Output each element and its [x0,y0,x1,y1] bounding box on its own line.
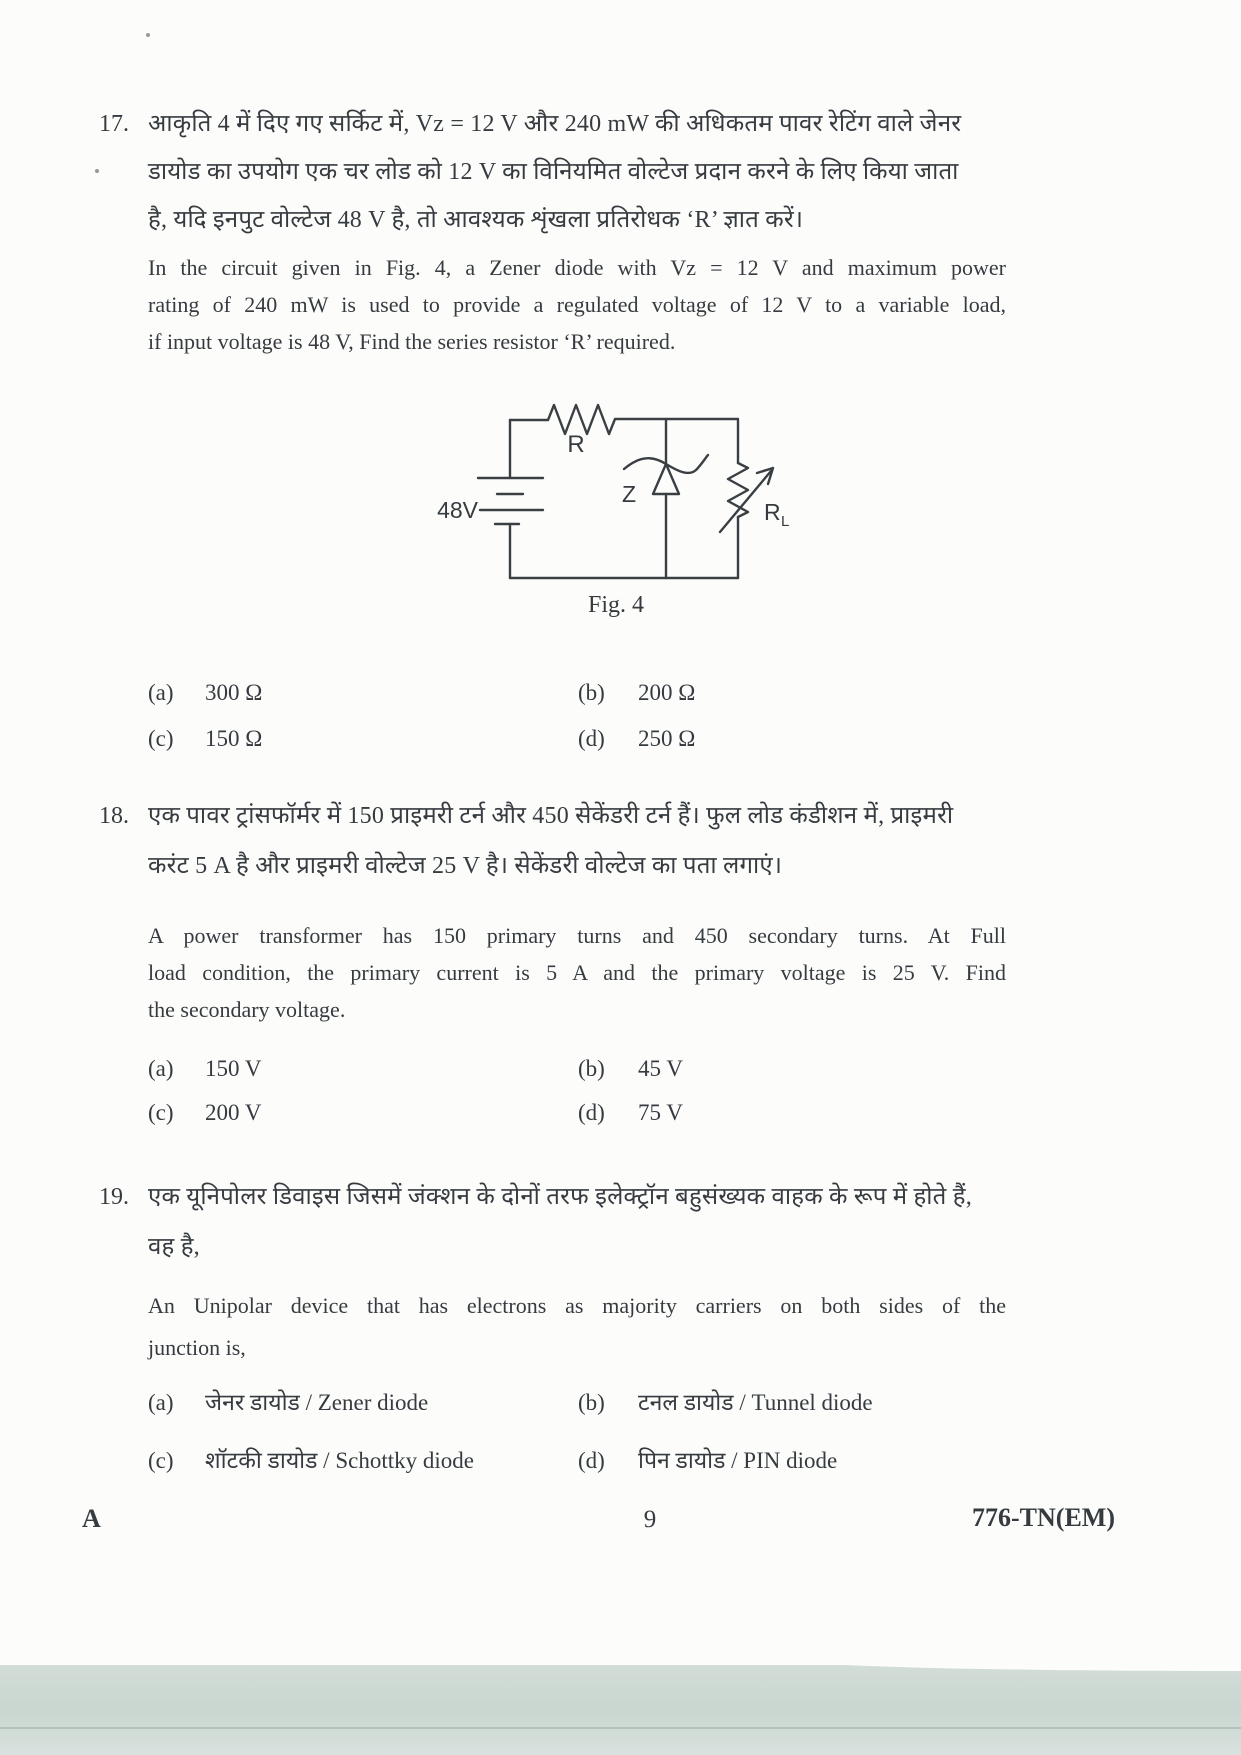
question-19-english-line-2: junction is, [148,1335,246,1360]
q18-option-c-value: 200 V [205,1100,262,1125]
q19-option-a-label: (a) [148,1390,174,1415]
question-18-english-line-1: A power transformer has 150 primary turns and 450 secondary turns. At Full [148,923,1006,948]
series-resistor-label: R [567,431,585,458]
q17-option-b-value: 200 Ω [638,680,696,705]
q17-option-a-label: (a) [148,680,174,705]
q19-option-a-value: जेनर डायोड / Zener diode [205,1390,429,1415]
footer-page-number: 9 [643,1506,657,1533]
q19-option-d-value: पिन डायोड / PIN diode [638,1448,838,1473]
zener-regulator-circuit-figure [400,358,800,608]
figure-caption: Fig. 4 [587,592,644,618]
question-18-hindi-line-2: करंट 5 A है और प्राइमरी वोल्टेज 25 V है। सेकेंडरी वोल्टेज का पता लगाएं। [148,853,783,879]
load-resistor-label-subscript: L [781,513,790,530]
q19-option-b-value: टनल डायोड / Tunnel diode [638,1390,873,1415]
question-18-english-line-2: load condition, the primary current is 5 A and the primary voltage is 25 V. Find [148,960,1006,985]
q17-option-b-label: (b) [578,680,605,705]
scan-speck [95,169,99,173]
series-resistor-symbol [510,405,738,434]
question-17-english-line-3: if input voltage is 48 V, Find the series resistor ‘R’ required. [148,329,676,354]
scan-speck [146,33,150,37]
q18-option-a-value: 150 V [205,1056,262,1081]
q19-option-b-label: (b) [578,1390,605,1415]
scan-edge-band [0,1665,1241,1755]
battery-voltage-label: 48V [437,497,478,523]
question-19-english-line-1: An Unipolar device that has electrons as majority carriers on both sides of the [148,1293,1006,1318]
q18-option-a-label: (a) [148,1056,174,1081]
footer-set-code: A [82,1504,101,1533]
question-19-hindi-line-2: वह है, [148,1234,200,1260]
q19-option-d-label: (d) [578,1448,605,1473]
q19-option-c-value: शॉटकी डायोड / Schottky diode [205,1448,474,1473]
page-curl-highlight [811,1661,1241,1671]
footer-booklet-code: 776-TN(EM) [972,1503,1115,1532]
question-17-hindi-line-1: आकृति 4 में दिए गए सर्किट में, Vz = 12 V और 240 mW की अधिकतम पावर रेटिंग वाले जेनर [148,111,962,137]
question-17-english-line-1: In the circuit given in Fig. 4, a Zener diode with Vz = 12 V and maximum power [148,255,1006,280]
q18-option-d-value: 75 V [638,1100,683,1125]
load-resistor-label: R [764,499,781,525]
question-18-number: 18. [99,803,129,829]
q17-option-d-label: (d) [578,726,605,751]
question-17-number: 17. [99,111,129,137]
question-18-hindi-line-1: एक पावर ट्रांसफॉर्मर में 150 प्राइमरी टर्न और 450 सेकेंडरी टर्न हैं। फुल लोड कंडीशन में, प्राइमरी [148,803,954,829]
q19-option-c-label: (c) [148,1448,174,1473]
q18-option-b-value: 45 V [638,1056,683,1081]
q17-option-a-value: 300 Ω [205,680,263,705]
question-17-hindi-line-2: डायोड का उपयोग एक चर लोड को 12 V का विनियमित वोल्टेज प्रदान करने के लिए किया जाता [148,159,959,185]
scan-edge-shadow-line [0,1727,1241,1729]
question-18-english-line-3: the secondary voltage. [148,997,346,1022]
q17-option-c-label: (c) [148,726,174,751]
q18-option-b-label: (b) [578,1056,605,1081]
q17-option-c-value: 150 Ω [205,726,263,751]
zener-label: Z [621,481,636,507]
question-19-hindi-line-1: एक यूनिपोलर डिवाइस जिसमें जंक्शन के दोनों तरफ इलेक्ट्रॉन बहुसंख्यक वाहक के रूप में होते हैं, [148,1184,972,1210]
question-17-english-line-2: rating of 240 mW is used to provide a regulated voltage of 12 V to a variable load, [148,292,1006,317]
q18-option-c-label: (c) [148,1100,174,1125]
q18-option-d-label: (d) [578,1100,605,1125]
question-17-hindi-line-3: है, यदि इनपुट वोल्टेज 48 V है, तो आवश्यक शृंखला प्रतिरोधक ‘R’ ज्ञात करें। [148,207,804,233]
q17-option-d-value: 250 Ω [638,726,696,751]
question-19-number: 19. [99,1184,129,1210]
